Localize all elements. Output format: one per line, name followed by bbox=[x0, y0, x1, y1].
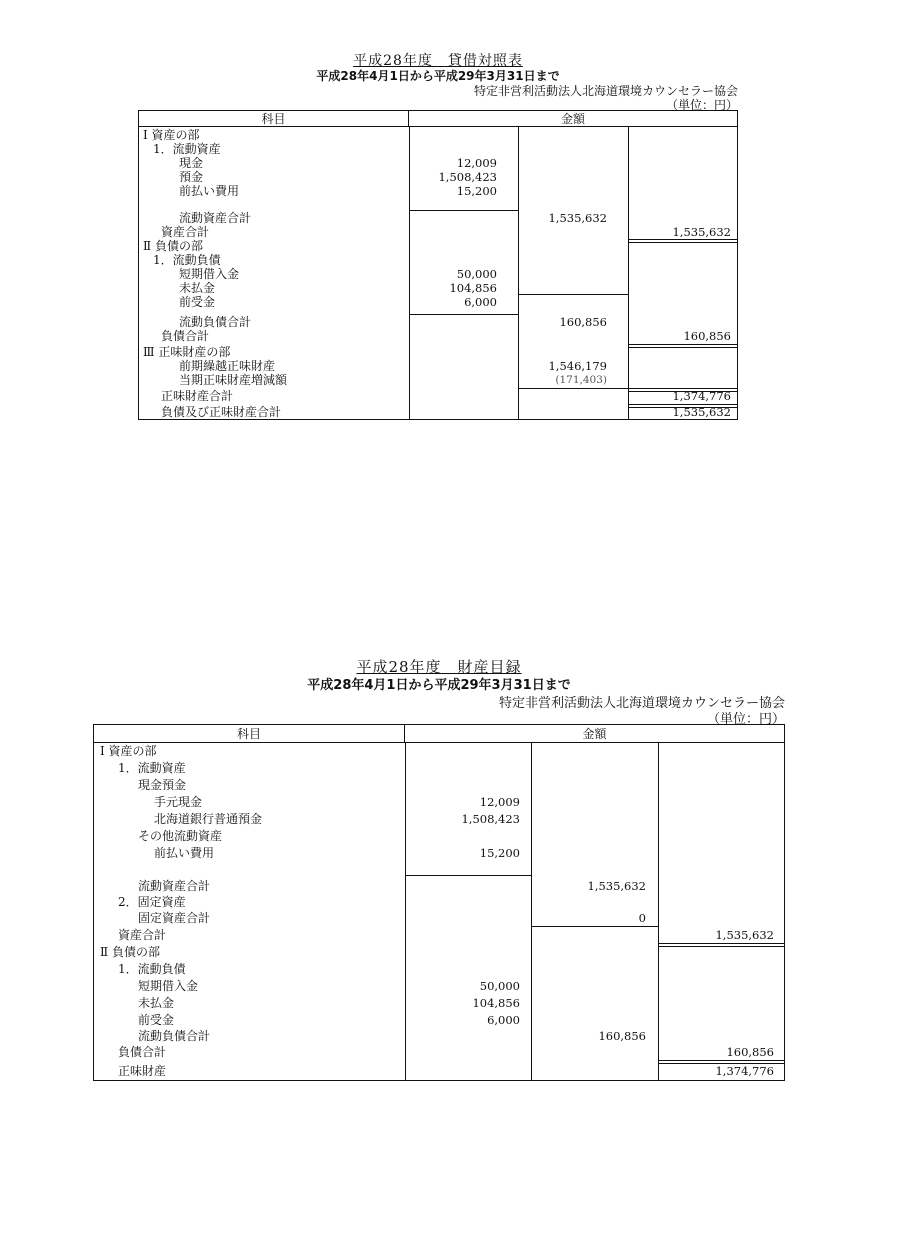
rule-line bbox=[405, 875, 531, 876]
row-label: 前受金 bbox=[179, 295, 216, 309]
amount-cell: 6,000 bbox=[487, 1013, 520, 1027]
row-label: 当期正味財産増減額 bbox=[179, 373, 288, 387]
amount-cell: 1,535,632 bbox=[587, 879, 646, 893]
row-label: 北海道銀行普通預金 bbox=[154, 812, 263, 826]
row-label: Ⅱ 負債の部 bbox=[143, 239, 203, 253]
header-item: 科目 bbox=[139, 111, 409, 127]
row-label: 負債及び正味財産合計 bbox=[161, 405, 282, 419]
inventory-table bbox=[93, 724, 785, 1081]
amount-cell: 50,000 bbox=[456, 267, 497, 281]
header-item: 科目 bbox=[94, 725, 405, 743]
row-label: 1．流動負債 bbox=[118, 962, 186, 976]
amount-cell: 15,200 bbox=[479, 846, 520, 860]
row-label: 未払金 bbox=[138, 996, 175, 1010]
row-label: 未払金 bbox=[179, 281, 216, 295]
row-label: 2．固定資産 bbox=[118, 895, 186, 909]
row-label: 手元現金 bbox=[154, 795, 203, 809]
amount-cell: 50,000 bbox=[479, 979, 520, 993]
amount-cell: 6,000 bbox=[464, 295, 497, 309]
row-label: 1．流動資産 bbox=[153, 142, 221, 156]
amount-cell: 160,856 bbox=[726, 1045, 774, 1059]
col-divider bbox=[531, 743, 532, 1080]
amount-cell: 104,856 bbox=[472, 996, 520, 1010]
col-divider bbox=[658, 743, 659, 1080]
balance-sheet bbox=[138, 50, 738, 430]
inventory-organization: 特定非営利活動法人北海道環境カウンセラー協会 bbox=[498, 696, 785, 711]
row-label: 流動資産合計 bbox=[179, 211, 252, 225]
row-label: 1．流動資産 bbox=[118, 761, 186, 775]
amount-cell: 1,374,776 bbox=[715, 1064, 774, 1078]
amount-cell: 160,856 bbox=[559, 315, 607, 329]
row-label: 短期借入金 bbox=[179, 267, 240, 281]
row-label: 正味財産合計 bbox=[161, 389, 234, 403]
amount-cell: 1,535,632 bbox=[715, 928, 774, 942]
amount-cell: 104,856 bbox=[449, 281, 497, 295]
balance-sheet-unit: （単位：円） bbox=[665, 98, 738, 112]
row-label: 短期借入金 bbox=[138, 979, 199, 993]
amount-cell: 1,508,423 bbox=[461, 812, 520, 826]
balance-sheet-table bbox=[138, 110, 738, 420]
balance-sheet-title: 平成28年度 貸借対照表 bbox=[353, 53, 523, 69]
header-amount: 金額 bbox=[409, 111, 737, 127]
col-divider bbox=[518, 127, 519, 419]
col-divider bbox=[628, 127, 629, 419]
double-rule bbox=[628, 344, 737, 348]
row-label: 負債合計 bbox=[161, 329, 210, 343]
row-label: Ⅰ 資産の部 bbox=[143, 128, 200, 142]
row-label: Ⅰ 資産の部 bbox=[100, 744, 157, 758]
row-label: 預金 bbox=[179, 170, 204, 184]
amount-cell: (171,403) bbox=[555, 374, 607, 386]
inventory-unit: （単位：円） bbox=[706, 712, 785, 727]
row-label: 現金預金 bbox=[138, 778, 187, 792]
row-label: その他流動資産 bbox=[138, 829, 223, 843]
header-amount: 金額 bbox=[405, 725, 784, 743]
rule-line bbox=[531, 926, 658, 927]
row-label: 前受金 bbox=[138, 1013, 175, 1027]
balance-sheet-period: 平成28年4月1日から平成29年3月31日まで bbox=[316, 69, 560, 83]
amount-cell: 15,200 bbox=[456, 184, 497, 198]
row-label: 前払い費用 bbox=[179, 184, 240, 198]
amount-cell: 12,009 bbox=[479, 795, 520, 809]
row-label: 流動負債合計 bbox=[179, 315, 252, 329]
row-label: 固定資産合計 bbox=[138, 911, 211, 925]
amount-cell: 1,546,179 bbox=[548, 359, 607, 373]
row-label: 正味財産 bbox=[118, 1064, 167, 1078]
row-label: 前期繰越正味財産 bbox=[179, 359, 276, 373]
inventory-period: 平成28年4月1日から平成29年3月31日まで bbox=[307, 678, 571, 693]
amount-cell: 1,508,423 bbox=[438, 170, 497, 184]
double-rule bbox=[658, 943, 784, 947]
property-inventory bbox=[93, 656, 785, 1086]
row-label: 前払い費用 bbox=[154, 846, 215, 860]
row-label: Ⅲ 正味財産の部 bbox=[143, 345, 231, 359]
row-label: 現金 bbox=[179, 156, 204, 170]
row-label: 資産合計 bbox=[118, 928, 167, 942]
row-label: 資産合計 bbox=[161, 225, 210, 239]
row-label: 負債合計 bbox=[118, 1045, 167, 1059]
amount-cell: 0 bbox=[638, 911, 646, 925]
amount-cell: 1,535,632 bbox=[672, 225, 731, 239]
row-label: 流動資産合計 bbox=[138, 879, 211, 893]
row-label: Ⅱ 負債の部 bbox=[100, 945, 160, 959]
row-label: 流動負債合計 bbox=[138, 1029, 211, 1043]
inventory-title: 平成28年度 財産目録 bbox=[356, 658, 522, 676]
amount-cell: 1,535,632 bbox=[548, 211, 607, 225]
col-divider bbox=[405, 743, 406, 1080]
row-label: 1．流動負債 bbox=[153, 253, 221, 267]
rule-line bbox=[518, 294, 628, 295]
balance-sheet-organization: 特定非営利活動法人北海道環境カウンセラー協会 bbox=[473, 84, 738, 98]
amount-cell: 1,374,776 bbox=[672, 389, 731, 403]
rule-line bbox=[409, 314, 518, 315]
col-divider bbox=[409, 127, 410, 419]
amount-cell: 12,009 bbox=[456, 156, 497, 170]
rule-line bbox=[409, 210, 518, 211]
rule-line bbox=[518, 388, 628, 389]
amount-cell: 160,856 bbox=[683, 329, 731, 343]
amount-cell: 1,535,632 bbox=[672, 405, 731, 419]
amount-cell: 160,856 bbox=[598, 1029, 646, 1043]
